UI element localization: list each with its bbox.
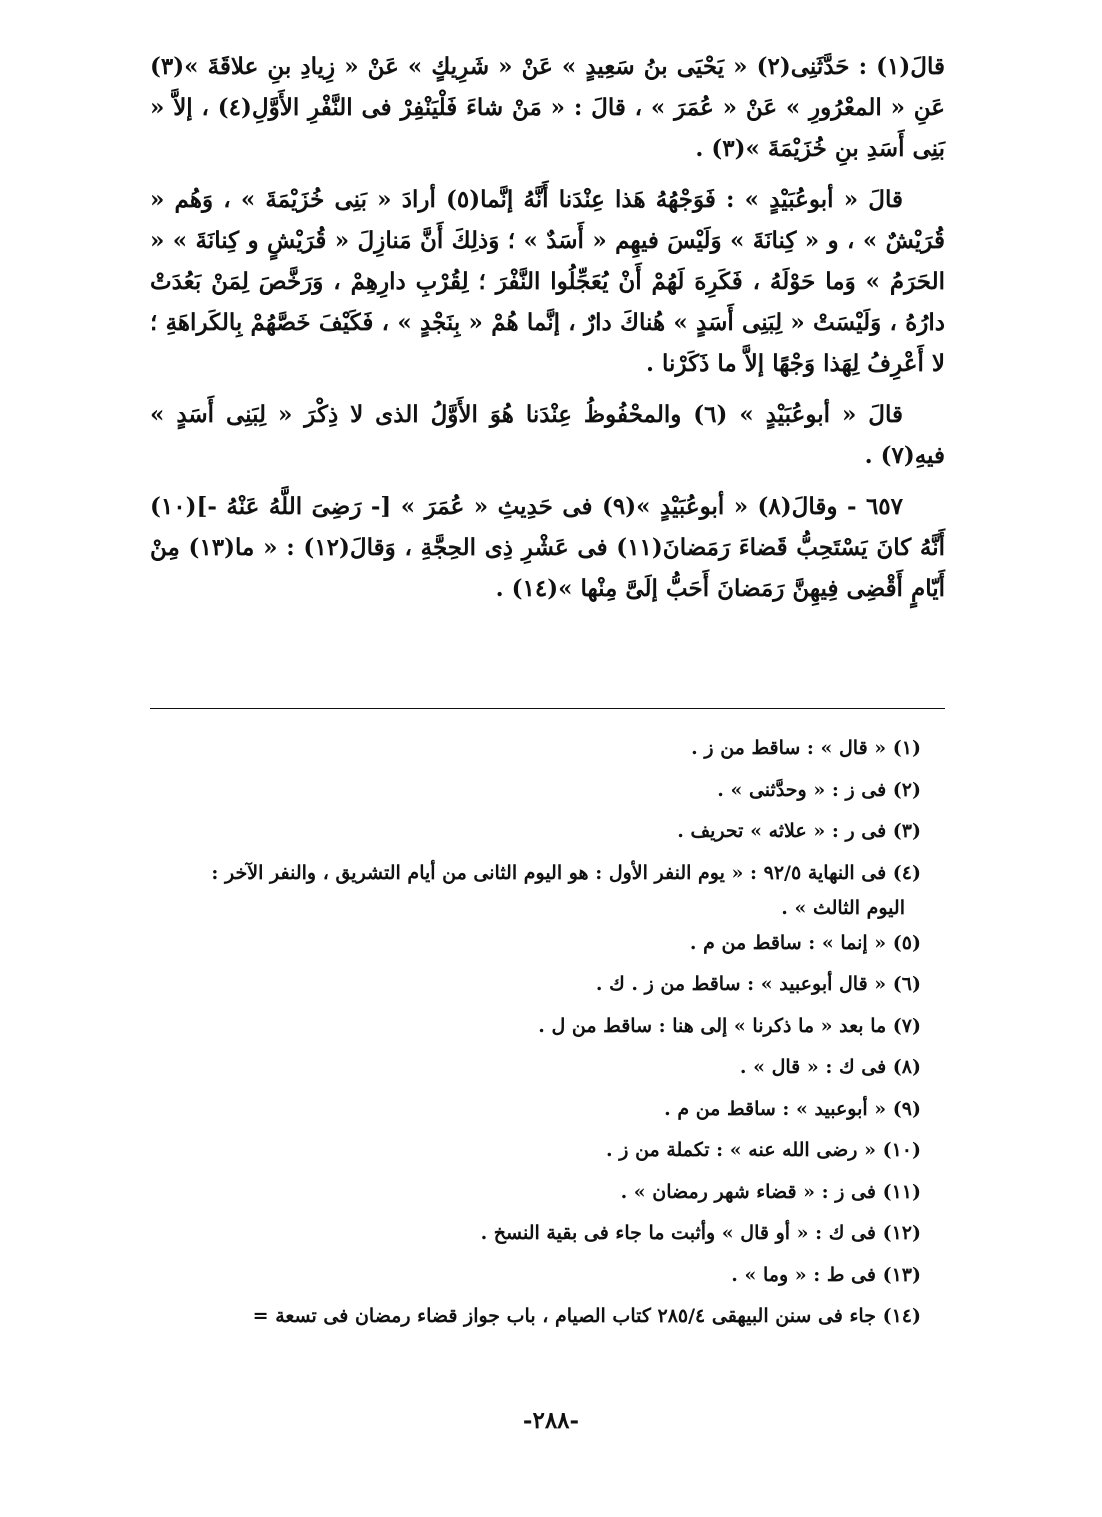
footnote: (١١) فى ز : « قضاء شهر رمضان » . [620, 1180, 921, 1203]
footnote: (٦) « قال أبوعبيد » : ساقط من ز . ك . [595, 973, 921, 995]
main-text [150, 46, 945, 619]
paragraph: ٦٥٧ - وقالَ(٨) « أبوعُبَيْدٍ »(٩) فى حَدِيثِ « عُمَرَ » [- رَضِىَ اللَّهُ عَنْهُ -](١٠) أَنَّهُ كانَ يَسْتَحِبُّ قَضاءَ رَمَضانَ(١١) فى عَشْرِ ذِى الحِجَّةِ ، وَقالَ(١٢) : « ما(١٣) مِنْ أَيّامٍ أَقْضِى فِيهِنَّ رَمَضانَ أَحَبُّ إلَىَّ مِنْها »(١٤) . [150, 493, 946, 602]
footnote: (٥) « إنما » : ساقط من م . [689, 931, 921, 954]
footnote: (١) « قال » : ساقط من ز . [691, 737, 921, 759]
footnote: (١٠) « رضى الله عنه » : تكملة من ز . [606, 1139, 921, 1161]
footnote-divider [150, 708, 945, 709]
footnote: (٣) فى ر : « علاثه » تحريف . [677, 820, 921, 842]
paragraph: قالَ(١) : حَدَّثَنِى(٢) « يَحْيَى بنُ سَعِيدٍ » عَنْ « شَرِيكٍ » عَنْ « زِيادِ بنِ علاقَةَ »(٣) عَنِ « المعْرُورِ » عَنْ « عُمَرَ » ، قالَ : « مَنْ شاءَ فَلْيَنْفِرْ فى النَّفْرِ الأَوَّلِ(٤) ، إلاَّ « بَنِى أَسَدِ بنِ خُزَيْمَةَ »(٣) . [150, 53, 945, 162]
footnote: (٩) « أبوعبيد » : ساقط من م . [664, 1097, 921, 1120]
paragraph: قالَ « أبوعُبَيْدٍ » : فَوَجْهُهُ هَذا عِنْدَنا أَنَّهُ إنَّما(٥) أرادَ « بَنِى خُزَيْمَةَ » ، وَهُم « قُرَيْشٌ » ، و « كِنانَةَ » وَلَيْسَ فيهِم « أَسَدٌ » ؛ وَذلِكَ أَنَّ مَنازِلَ « قُرَيْشٍ و كِنانَةَ » « الحَرَمُ » وَما حَوْلَهُ ، فَكَرِهَ لَهُمْ أَنْ يُعَجِّلُوا النَّفْرَ ؛ لِقُرْبِ دارِهِمْ ، وَرَخَّصَ لِمَنْ بَعُدَتْ دارُهُ ، وَلَيْسَتْ « لِبَنِى أَسَدٍ » هُناكَ دارٌ ، إنَّما هُمْ « بِنَجْدٍ » ، فَكَيْفَ خَصَّهُمْ بِالكَراهَةِ ؛ لا أَعْرِفُ لِهَذا وَجْهًا إلاَّ ما ذَكَرْنا . [150, 186, 945, 377]
footnote: (٤) فى النهاية ٩٢/٥ : « يوم النفر الأول : هو اليوم الثانى من أيام التشريق ، والنفر الآخر : [211, 861, 921, 884]
paragraph: قالَ « أبوعُبَيْدٍ » (٦) والمحْفُوظُ عِنْدَنا هُوَ الأَوَّلُ الذى لا ذِكْرَ « لِبَنِى أَسَدٍ » فيهِ(٧) . [150, 401, 945, 469]
footnotes [150, 728, 945, 1338]
footnote: (٨) فى ك : « قال » . [739, 1056, 921, 1078]
page-number: -٢٨٨- [522, 1407, 580, 1434]
footnote: (١٤) جاء فى سنن البيهقى ٢٨٥/٤ كتاب الصيام ، باب جواز قضاء رمضان فى تسعة = [252, 1305, 921, 1327]
footnote-continuation: اليوم الثالث » . [781, 896, 905, 919]
footnote: (٧) ما بعد « ما ذكرنا » إلى هنا : ساقط من ل . [538, 1014, 921, 1037]
footnote: (١٣) فى ط : « وما » . [731, 1263, 921, 1286]
footnote: (١٢) فى ك : « أو قال » وأثبت ما جاء فى بقية النسخ . [480, 1222, 921, 1244]
footnote: (٢) فى ز : « وحدَّثنى » . [717, 778, 921, 801]
